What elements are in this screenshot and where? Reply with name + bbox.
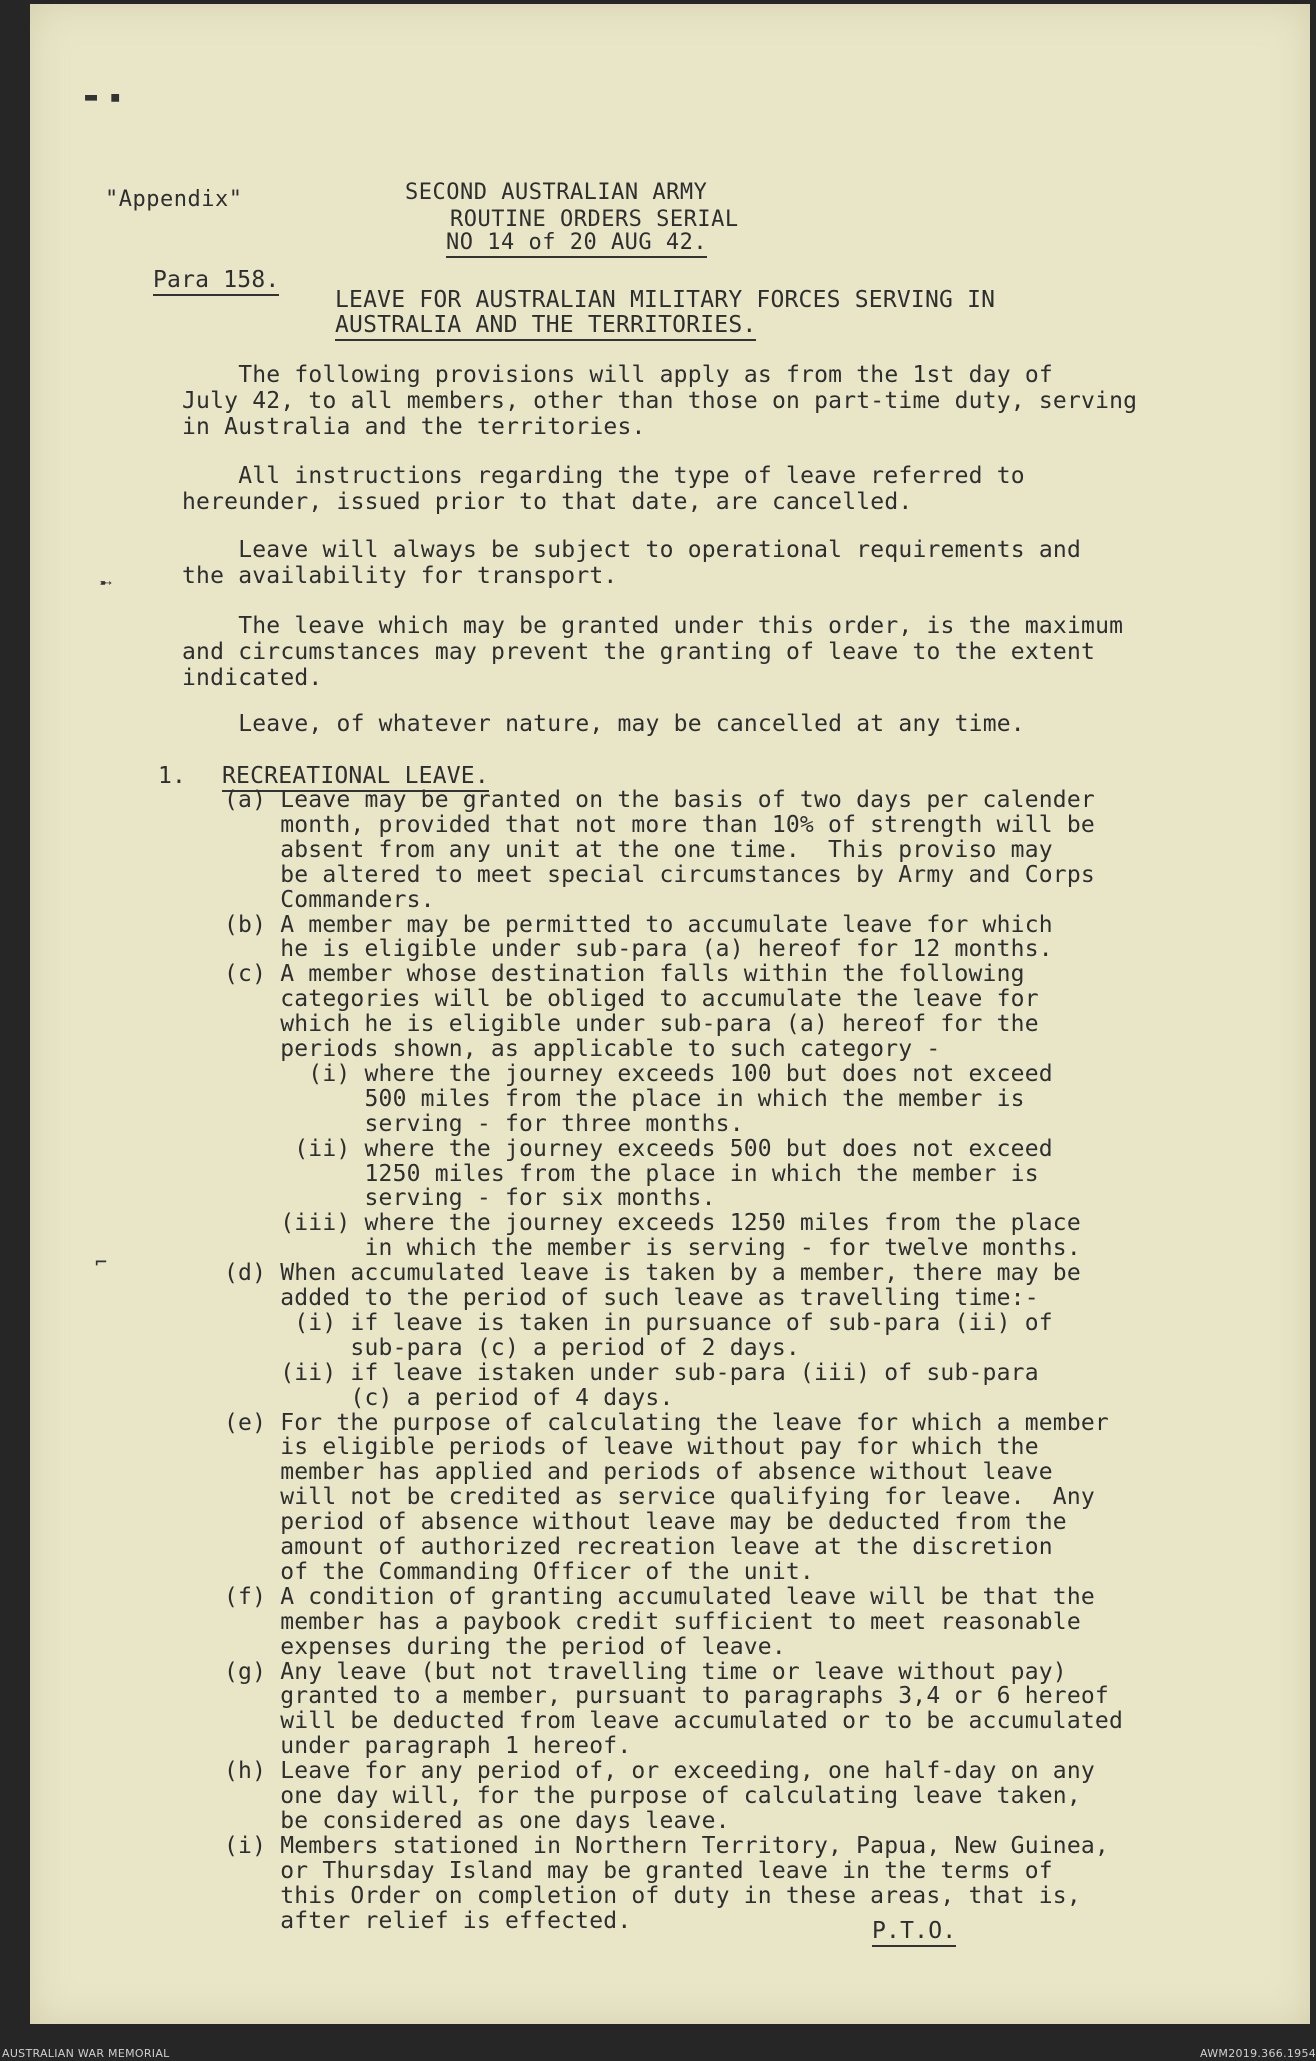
clause-line: be altered to meet special circumstances by Army and Corps [224, 862, 1095, 888]
clause-line: this Order on completion of duty in these areas, that is, [224, 1883, 1081, 1909]
clause-line: (d) When accumulated leave is taken by a member, there may be [224, 1260, 1081, 1286]
intro-line: All instructions regarding the type of leave referred to [182, 463, 1025, 489]
clause-line: period of absence without leave may be deducted from the [224, 1509, 1067, 1535]
clause-line: be considered as one days leave. [224, 1808, 730, 1834]
clause-line: Commanders. [224, 887, 435, 913]
clause-line: (c) a period of 4 days. [224, 1385, 674, 1411]
intro-line: the availability for transport. [182, 563, 618, 589]
intro-line: indicated. [182, 665, 323, 691]
clause-line: (a) Leave may be granted on the basis of two days per calender [224, 787, 1095, 813]
clause-line: or Thursday Island may be granted leave in the terms of [224, 1858, 1053, 1884]
clause-line: (i) if leave is taken in pursuance of sub-para (ii) of [224, 1310, 1053, 1336]
clause-line: periods shown, as applicable to such category - [224, 1036, 941, 1062]
clause-line: (ii) where the journey exceeds 500 but does not exceed [224, 1136, 1053, 1162]
clause-line: sub-para (c) a period of 2 days. [224, 1335, 800, 1361]
clause-line: member has a paybook credit sufficient to meet reasonable [224, 1609, 1081, 1635]
footer-accession: AWM2019.366.1954 [1200, 2047, 1316, 2060]
intro-line: Leave, of whatever nature, may be cancelled at any time. [182, 711, 1025, 737]
margin-mark: ⌐ [95, 1250, 108, 1274]
header-line-2: ROUTINE ORDERS SERIAL [450, 207, 739, 232]
intro-line: The leave which may be granted under this order, is the maximum [182, 613, 1124, 639]
clause-line: serving - for three months. [224, 1111, 744, 1137]
clause-line: (c) A member whose destination falls within the following [224, 961, 1025, 987]
clause-line: categories will be obliged to accumulate the leave for [224, 986, 1039, 1012]
intro-line: hereunder, issued prior to that date, are cancelled. [182, 489, 913, 515]
clause-line: after relief is effected. [224, 1908, 632, 1934]
clause-line: of the Commanding Officer of the unit. [224, 1559, 814, 1585]
clause-line: (i) where the journey exceeds 100 but does not exceed [224, 1061, 1053, 1087]
clause-line: added to the period of such leave as travelling time:- [224, 1285, 1039, 1311]
appendix-label: "Appendix" [105, 187, 243, 212]
clause-line: 500 miles from the place in which the member is [224, 1086, 1025, 1112]
header-line-1: SECOND AUSTRALIAN ARMY [405, 180, 708, 205]
clause-line: in which the member is serving - for twelve months. [224, 1235, 1081, 1261]
header-line-3: NO 14 of 20 AUG 42. [446, 230, 707, 256]
clause-line: under paragraph 1 hereof. [224, 1733, 632, 1759]
clause-line: granted to a member, pursuant to paragraphs 3,4 or 6 hereof [224, 1683, 1109, 1709]
clause-line: (e) For the purpose of calculating the leave for which a member [224, 1410, 1109, 1436]
para-number: Para 158. [153, 267, 279, 293]
clause-line: one day will, for the purpose of calculating leave taken, [224, 1783, 1081, 1809]
clause-line: which he is eligible under sub-para (a) hereof for the [224, 1011, 1039, 1037]
intro-line: Leave will always be subject to operational requirements and [182, 537, 1082, 563]
clause-line: (b) A member may be permitted to accumulate leave for which [224, 912, 1053, 938]
clause-line: member has applied and periods of absence without leave [224, 1459, 1053, 1485]
clause-line: month, provided that not more than 10% of strength will be [224, 812, 1095, 838]
clause-line: will not be credited as service qualifying for leave. Any [224, 1484, 1095, 1510]
footer-bar [0, 2024, 1303, 2061]
title-line-2: AUSTRALIA AND THE TERRITORIES. [335, 312, 756, 338]
clause-line: amount of authorized recreation leave at the discretion [224, 1534, 1053, 1560]
clause-line: is eligible periods of leave without pay for which the [224, 1434, 1039, 1460]
title-line-1: LEAVE FOR AUSTRALIAN MILITARY FORCES SERVING IN [335, 287, 996, 313]
intro-line: and circumstances may prevent the granting of leave to the extent [182, 639, 1096, 665]
clause-line: absent from any unit at the one time. This proviso may [224, 837, 1053, 863]
clause-line: (g) Any leave (but not travelling time or leave without pay) [224, 1659, 1067, 1685]
section-heading: RECREATIONAL LEAVE. [222, 763, 489, 789]
clause-line: (iii) where the journey exceeds 1250 miles from the place [224, 1210, 1081, 1236]
clause-line: will be deducted from leave accumulated or to be accumulated [224, 1708, 1124, 1734]
intro-line: The following provisions will apply as from the 1st day of [182, 362, 1053, 388]
clause-line: (f) A condition of granting accumulated leave will be that the [224, 1584, 1095, 1610]
intro-line: July 42, to all members, other than those on part-time duty, serving [182, 388, 1138, 414]
section-number: 1. [158, 763, 187, 789]
pto-label: P.T.O. [872, 1918, 956, 1944]
clause-line: (i) Members stationed in Northern Territory, Papua, New Guinea, [224, 1833, 1109, 1859]
footer-source: AUSTRALIAN WAR MEMORIAL [2, 2047, 170, 2060]
clause-line: serving - for six months. [224, 1185, 716, 1211]
hole-punch-mark: ▬ ▪ [85, 84, 122, 108]
margin-mark: ➸ [100, 570, 113, 594]
clause-line: (ii) if leave istaken under sub-para (iii) of sub-para [224, 1360, 1039, 1386]
intro-line: in Australia and the territories. [182, 414, 646, 440]
clause-line: he is eligible under sub-para (a) hereof for 12 months. [224, 936, 1053, 962]
clause-line: (h) Leave for any period of, or exceeding, one half-day on any [224, 1758, 1095, 1784]
clause-line: expenses during the period of leave. [224, 1634, 786, 1660]
clause-line: 1250 miles from the place in which the member is [224, 1161, 1039, 1187]
